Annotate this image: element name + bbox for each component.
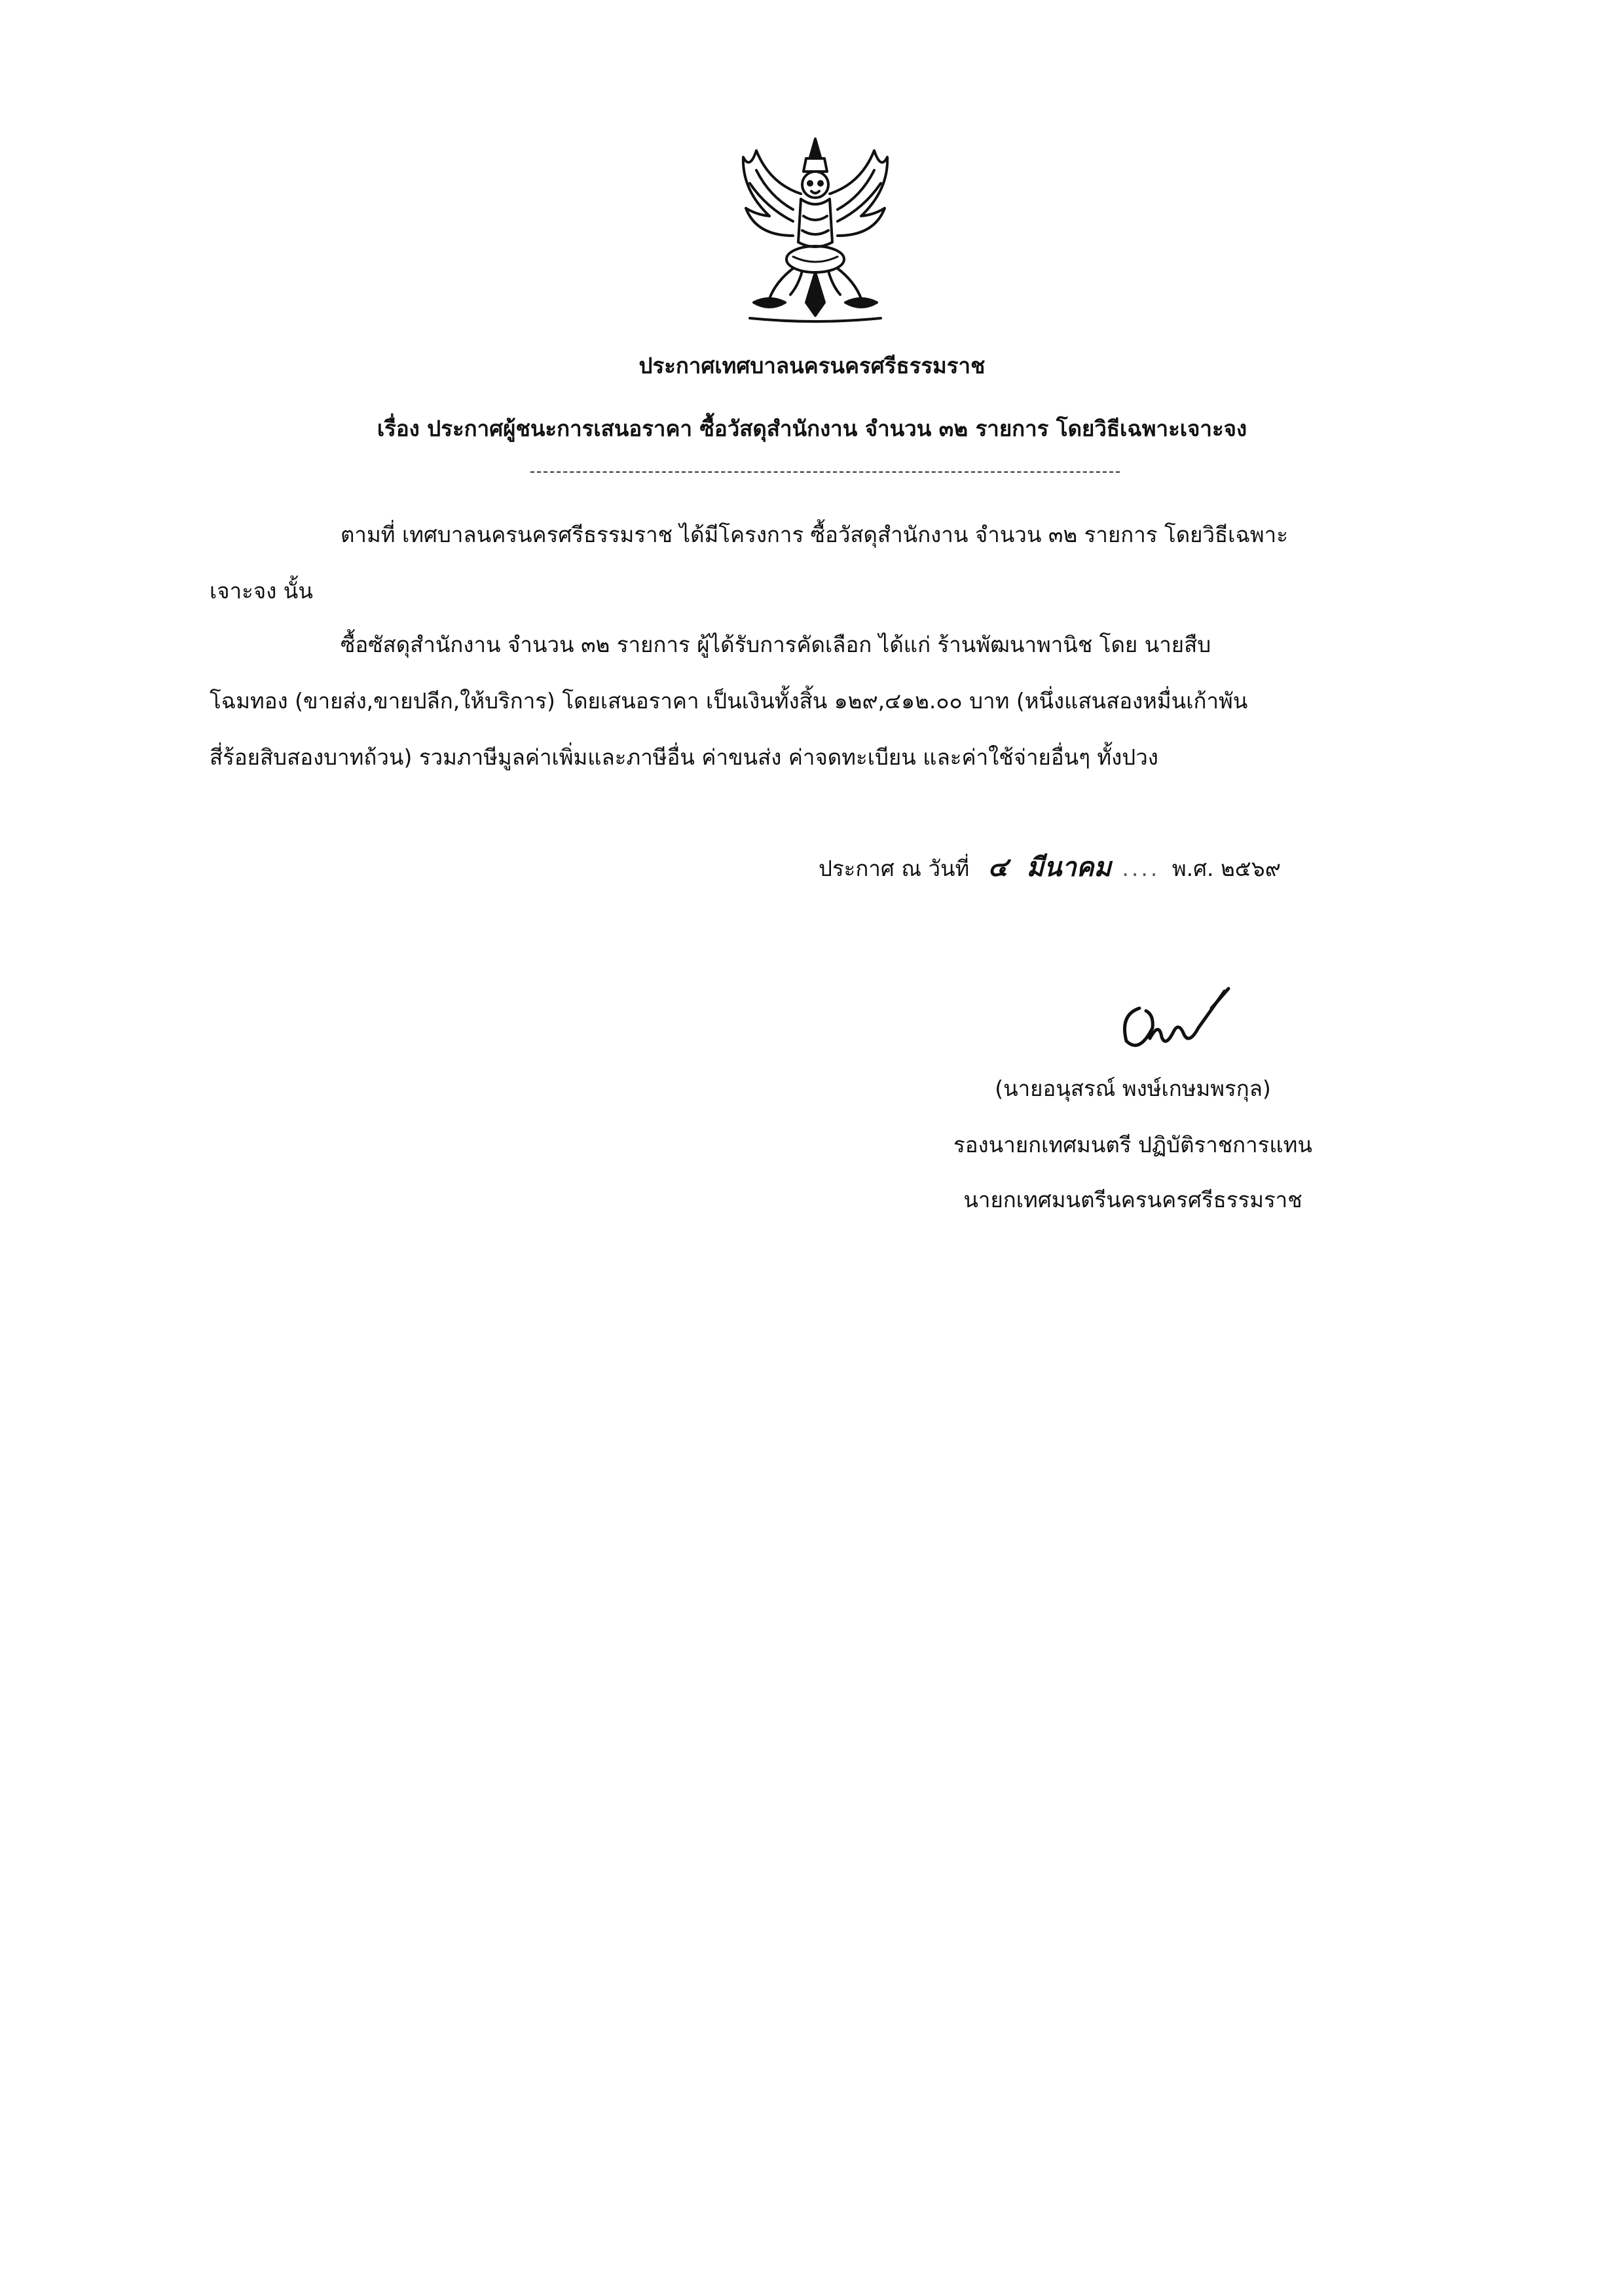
garuda-emblem-icon bbox=[730, 131, 900, 327]
signer-position-2: นายกเทศมนตรีนครนครศรีธรรมราช bbox=[963, 1187, 1302, 1212]
signer-name: (นายอนุสรณ์ พงษ์เกษมพรกุล) bbox=[995, 1076, 1271, 1101]
date-day: ๔ bbox=[987, 852, 1008, 883]
handwritten-signature bbox=[1113, 982, 1244, 1061]
paragraph-2-line-1: ซื้อซัสดุสำนักงาน จำนวน ๓๒ รายการ ผู้ได้รับการคัดเลือก ได้แก่ ร้านพัฒนาพานิช โดย นายสืบ bbox=[341, 632, 1211, 657]
date-prefix: ประกาศ ณ วันที่ bbox=[819, 856, 970, 881]
signer-position-1: รองนายกเทศมนตรี ปฏิบัติราชการแทน bbox=[953, 1132, 1312, 1157]
announcement-subject: เรื่อง ประกาศผู้ชนะการเสนอราคา ซื้อวัสดุสำนักงาน จำนวน ๓๒ รายการ โดยวิธีเฉพาะเจาะจง bbox=[377, 416, 1247, 441]
paragraph-1-line-1: ตามที่ เทศบาลนครนครศรีธรรมราช ได้มีโครงการ ซื้อวัสดุสำนักงาน จำนวน ๓๒ รายการ โดยวิธีเฉพาะ bbox=[341, 522, 1288, 547]
paragraph-1-line-2: เจาะจง นั้น bbox=[210, 578, 313, 604]
paragraph-2-line-3: สี่ร้อยสิบสองบาทถ้วน) รวมภาษีมูลค่าเพิ่มและภาษีอื่น ค่าขนส่ง ค่าจดทะเบียน และค่าใช้จ่ายอื่นๆ ทั้งปวง bbox=[210, 744, 1158, 770]
date-year: พ.ศ. ๒๕๖๙ bbox=[1172, 856, 1281, 881]
date-dots: .... bbox=[1122, 856, 1160, 881]
date-month: มีนาคม bbox=[1026, 852, 1111, 883]
announcement-title: ประกาศเทศบาลนครนครศรีธรรมราช bbox=[638, 353, 986, 378]
title-divider bbox=[530, 471, 1120, 473]
paragraph-2-line-2: โฉมทอง (ขายส่ง,ขายปลีก,ให้บริการ) โดยเสนอราคา เป็นเงินทั้งสิ้น ๑๒๙,๔๑๒.๐๐ บาท (หนึ่งแสนสองหมื่นเก้าพัน bbox=[210, 688, 1248, 714]
announcement-date bbox=[819, 846, 1281, 888]
